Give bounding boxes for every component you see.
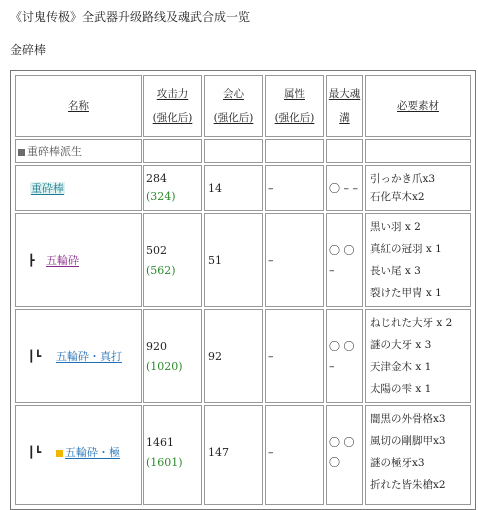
header-crit-sub: (强化后) (213, 112, 254, 124)
soul-slots: 〇 〇 (329, 244, 355, 257)
tree-prefix: ┃┗ (28, 350, 42, 363)
table-row-soul-cell (326, 405, 363, 505)
material-item: 闇黒の外骨格x3 (370, 413, 446, 425)
group-row-empty-cell (204, 139, 263, 163)
header-name-label: 名称 (68, 100, 89, 112)
group-row-label (18, 145, 82, 158)
soul-slots: 〇 〇 (329, 436, 355, 449)
new-marker-icon (56, 450, 63, 457)
table-row-crit-cell (204, 405, 263, 505)
table-row-materials-cell (365, 309, 471, 403)
crit-value: 51 (208, 254, 222, 267)
table-row-attack-cell (143, 213, 202, 307)
table-row-soul-cell (326, 213, 363, 307)
material-item: 裂けた甲冑 x 1 (370, 287, 442, 299)
table-row-attr-cell (265, 405, 324, 505)
soul-slots-extra: – (329, 360, 335, 373)
table-row-name-cell (15, 405, 142, 505)
material-item: 太陽の雫 x 1 (370, 383, 432, 395)
weapon-link[interactable]: 五輪砕 (46, 254, 79, 267)
crit-value: 92 (208, 350, 222, 363)
crit-value: 147 (208, 446, 229, 459)
tree-prefix: ┣ (28, 254, 35, 267)
header-attack-label: 攻击力 (156, 88, 189, 100)
attack-value: 502 (146, 244, 167, 257)
group-row-empty-cell (326, 139, 363, 163)
crit-value: 14 (208, 182, 222, 195)
table-row-name-cell (15, 213, 142, 307)
soul-slots-extra: – (329, 264, 335, 277)
table-row-crit-cell (204, 309, 263, 403)
attack-boost-value: (1601) (146, 456, 183, 469)
header-materials (365, 75, 471, 137)
table-row-soul-cell (326, 309, 363, 403)
header-soul-sub: 溝 (339, 112, 350, 124)
table-row-attr-cell (265, 309, 324, 403)
group-row-empty-cell (143, 139, 202, 163)
table-row-attack-cell (143, 405, 202, 505)
table-row-materials-cell (365, 405, 471, 505)
material-item: 謎の大牙 x 3 (370, 339, 432, 351)
attr-value: – (268, 254, 274, 267)
attack-boost-value: (562) (146, 264, 176, 277)
page-title: 《讨鬼传极》全武器升级路线及魂武合成一览 (10, 10, 251, 24)
header-crit-label: 会心 (223, 88, 244, 100)
material-item: ねじれた大牙 x 2 (370, 317, 453, 329)
material-item: 引っかき爪x3 (370, 173, 436, 185)
material-item: 折れた皆朱槍x2 (370, 479, 446, 491)
attack-boost-value: (324) (146, 190, 176, 203)
header-attr (265, 75, 324, 137)
attack-value: 1461 (146, 436, 174, 449)
attr-value: – (268, 350, 274, 363)
attr-value: – (268, 446, 274, 459)
attack-boost-value: (1020) (146, 360, 183, 373)
table-row-crit-cell (204, 165, 263, 211)
table-row-materials-cell (365, 165, 471, 211)
header-soul (326, 75, 363, 137)
soul-slots-extra: 〇 (329, 456, 340, 469)
header-attack (143, 75, 202, 137)
material-item: 謎の極牙x3 (370, 457, 425, 469)
soul-slots: 〇 〇 (329, 340, 355, 353)
tree-prefix: ┃┗ (28, 446, 42, 459)
material-item: 風切の剛脚甲x3 (370, 435, 446, 447)
table-row-name-cell (15, 165, 142, 211)
header-attack-sub: (强化后) (152, 112, 193, 124)
weapon-link[interactable]: 五輪砕・極 (65, 446, 120, 459)
weapon-link[interactable]: 五輪砕・真打 (56, 350, 122, 363)
section-title: 金碎棒 (10, 43, 47, 57)
table-row-materials-cell (365, 213, 471, 307)
header-crit (204, 75, 263, 137)
table-row-name-cell (15, 309, 142, 403)
table-row-crit-cell (204, 213, 263, 307)
material-item: 長い尾 x 3 (370, 265, 421, 277)
material-item: 真紅の冠羽 x 1 (370, 243, 442, 255)
material-item: 石化草木x2 (370, 191, 425, 203)
weapon-name[interactable] (46, 254, 79, 267)
table-row-soul-cell (326, 165, 363, 211)
attack-value: 284 (146, 172, 167, 185)
group-row-empty-cell (365, 139, 471, 163)
table-row-attack-cell (143, 165, 202, 211)
group-row-label-cell (15, 139, 142, 163)
weapon-name[interactable] (56, 350, 122, 363)
group-marker-icon (18, 149, 25, 156)
soul-slots: 〇 – – (329, 182, 358, 195)
table-row-attr-cell (265, 165, 324, 211)
weapon-name[interactable] (56, 446, 120, 459)
header-soul-label: 最大魂 (328, 88, 361, 100)
weapon-link[interactable]: 重砕棒 (31, 182, 64, 195)
header-name (15, 75, 142, 137)
group-row-label-text: 重碎棒派生 (27, 145, 82, 158)
material-item: 黒い羽 x 2 (370, 221, 421, 233)
table-row-attack-cell (143, 309, 202, 403)
table-row-attr-cell (265, 213, 324, 307)
weapon-name[interactable] (30, 182, 65, 195)
header-attr-sub: (强化后) (274, 112, 315, 124)
group-row-empty-cell (265, 139, 324, 163)
header-materials-label: 必要素材 (397, 100, 439, 112)
attr-value: – (268, 182, 274, 195)
weapon-table (10, 70, 476, 510)
header-attr-label: 属性 (284, 88, 305, 100)
material-item: 天津金木 x 1 (370, 361, 432, 373)
attack-value: 920 (146, 340, 167, 353)
